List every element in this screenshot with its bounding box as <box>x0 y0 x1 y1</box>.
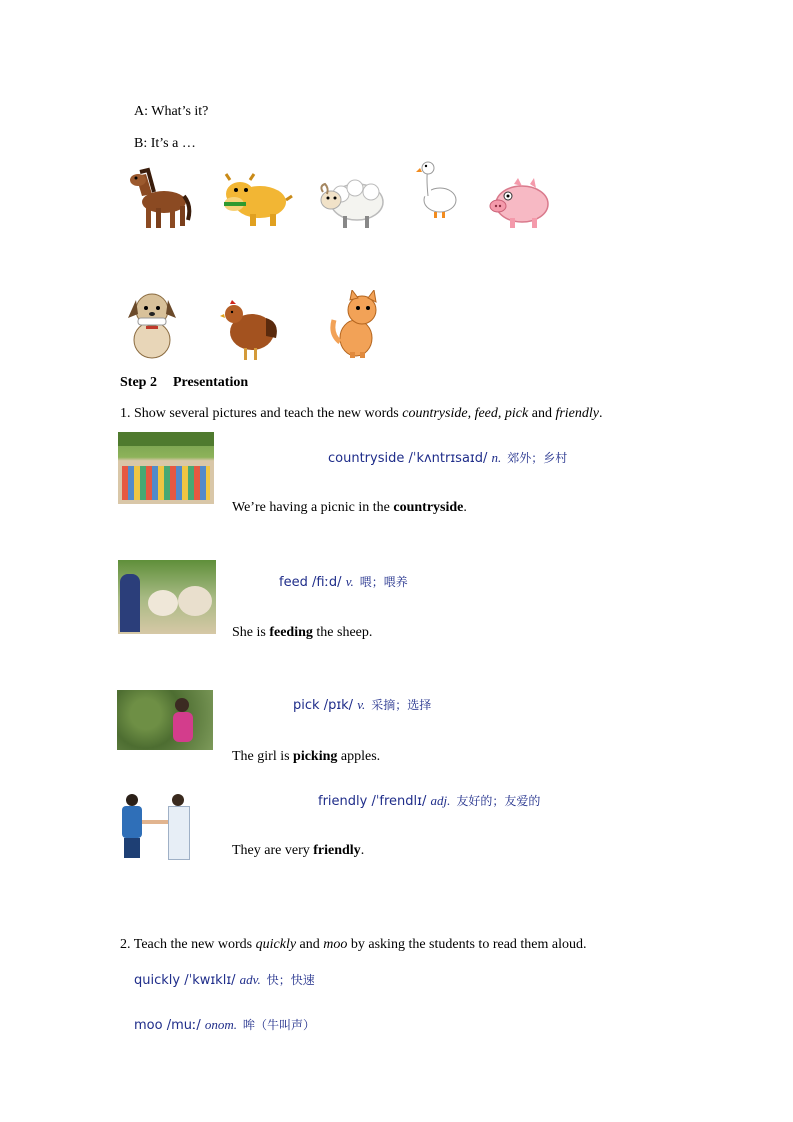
sheep-icon <box>315 174 387 230</box>
example-sentence-countryside <box>232 499 467 517</box>
sentence-text: . <box>360 843 365 858</box>
sentence-text: the sheep. <box>312 625 373 640</box>
instruction-text: and <box>528 406 556 421</box>
new-word: friendly <box>555 406 599 421</box>
step-label: Step 2 <box>120 375 157 390</box>
vocab-meaning: 采摘；选择 <box>371 698 432 712</box>
new-word: moo <box>323 937 348 952</box>
pig-icon <box>486 176 554 232</box>
vocab-phonetic: /fiːd/ <box>311 575 342 590</box>
vocab-word: moo <box>134 1018 163 1033</box>
vocab-pos: n. <box>491 450 502 465</box>
vocab-pos: v. <box>345 574 354 589</box>
step-title: Presentation <box>172 375 249 390</box>
sentence-text: The girl is <box>232 749 294 764</box>
vocab-word: friendly <box>318 794 368 809</box>
vocab-pos: v. <box>357 697 366 712</box>
vocab-word: feed <box>279 575 308 590</box>
sentence-keyword: friendly <box>313 843 361 858</box>
instruction-text: 1. Show several pictures and teach the new words <box>120 406 403 421</box>
sentence-text: They are very <box>232 843 314 858</box>
vocab-meaning: 快；快速 <box>266 973 315 987</box>
vocab-pick <box>293 696 431 713</box>
goose-icon <box>414 160 460 220</box>
vocab-phonetic: /ˈkwɪklɪ/ <box>184 973 236 988</box>
dog-icon <box>124 288 180 362</box>
vocab-feed <box>279 573 408 590</box>
vocab-countryside <box>328 449 567 466</box>
dialogue-line-a: A: What’s it? <box>134 104 209 119</box>
cow-icon <box>220 170 294 230</box>
sentence-text: She is <box>232 625 270 640</box>
vocab-word: pick <box>293 698 320 713</box>
instruction-text: and <box>296 937 324 952</box>
horse-icon <box>126 166 194 234</box>
vocab-meaning: 友好的；友爱的 <box>456 794 541 808</box>
feeding-photo <box>118 560 216 634</box>
vocab-moo <box>134 1016 315 1033</box>
sentence-keyword: picking <box>293 749 338 764</box>
hen-icon <box>220 296 282 362</box>
instruction-1 <box>120 405 603 423</box>
vocab-meaning: 哞（牛叫声） <box>243 1018 316 1032</box>
vocab-quickly <box>134 971 315 988</box>
instruction-text: . <box>599 406 603 421</box>
new-word: quickly <box>255 937 297 952</box>
new-word: pick <box>504 406 529 421</box>
sentence-text: . <box>463 500 467 515</box>
vocab-meaning: 喂；喂养 <box>359 575 408 589</box>
dialogue-line-b: B: It’s a … <box>134 136 196 151</box>
picking-photo <box>117 690 213 750</box>
handshake-photo <box>112 790 196 860</box>
sentence-keyword: feeding <box>269 625 313 640</box>
instruction-2 <box>120 936 587 954</box>
example-sentence-pick <box>232 748 380 766</box>
vocab-word: countryside <box>328 451 405 466</box>
picnic-photo <box>118 432 214 504</box>
vocab-pos: adv. <box>239 972 261 987</box>
example-sentence-feed <box>232 624 372 642</box>
sentence-keyword: countryside <box>393 500 464 515</box>
instruction-text: 2. Teach the new words <box>120 937 256 952</box>
new-word: feed, <box>474 406 502 421</box>
instruction-text: by asking the students to read them aloud. <box>347 937 587 952</box>
new-word: countryside, <box>402 406 472 421</box>
vocab-pos: onom. <box>204 1017 238 1032</box>
sentence-text: apples. <box>337 749 381 764</box>
cat-icon <box>328 290 384 360</box>
vocab-phonetic: /ˈkʌntrɪsaɪd/ <box>408 451 488 466</box>
vocab-phonetic: /pɪk/ <box>323 698 354 713</box>
vocab-phonetic: /muː/ <box>166 1018 201 1033</box>
vocab-friendly <box>318 792 540 809</box>
vocab-meaning: 郊外；乡村 <box>507 451 568 465</box>
example-sentence-friendly <box>232 842 364 860</box>
step-heading <box>120 374 248 392</box>
vocab-pos: adj. <box>430 793 451 808</box>
vocab-word: quickly <box>134 973 181 988</box>
sentence-text: We’re having a picnic in the <box>232 500 394 515</box>
vocab-phonetic: /ˈfrendlɪ/ <box>371 794 427 809</box>
